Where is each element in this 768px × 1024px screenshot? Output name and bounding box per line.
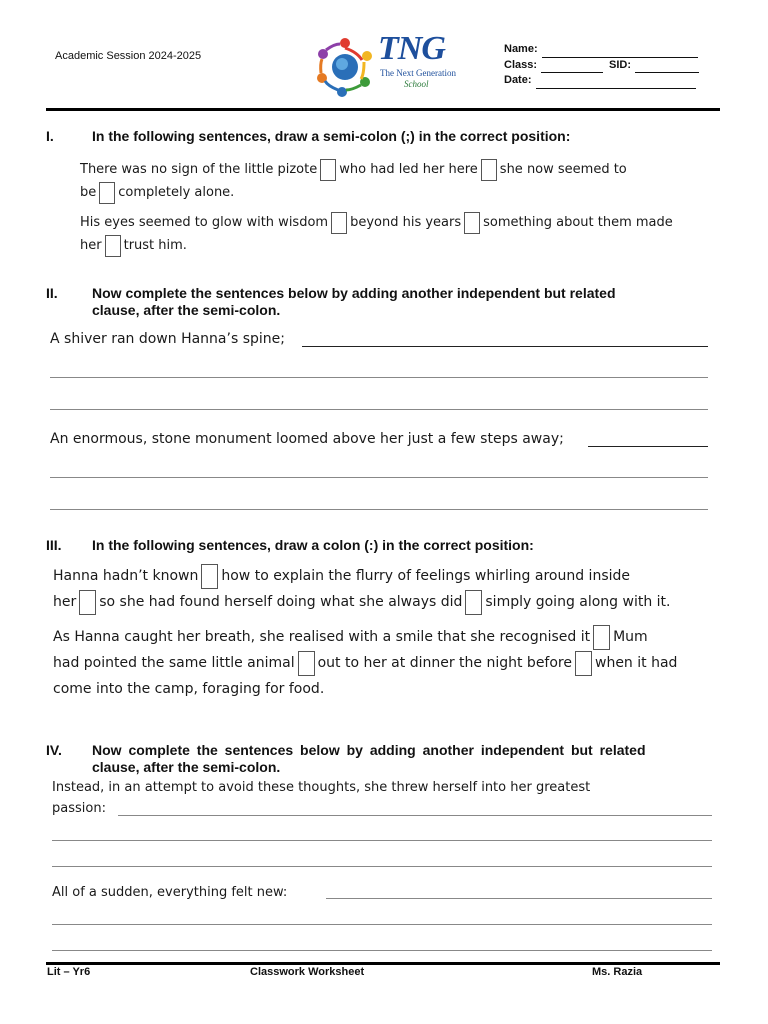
answer-box[interactable] xyxy=(320,159,336,181)
answer-line[interactable] xyxy=(50,377,708,378)
answer-box[interactable] xyxy=(298,651,315,676)
logo-brand: TNG xyxy=(378,30,445,67)
answer-box[interactable] xyxy=(464,212,480,234)
answer-box[interactable] xyxy=(593,625,610,650)
answer-line[interactable] xyxy=(52,866,712,867)
class-label: Class: xyxy=(504,58,538,71)
answer-line[interactable] xyxy=(52,950,712,951)
section-2-heading xyxy=(46,285,726,321)
school-logo xyxy=(312,30,456,100)
date-field[interactable] xyxy=(504,73,699,89)
section-3-heading xyxy=(46,537,726,555)
answer-box[interactable] xyxy=(465,590,482,615)
logo-school: School xyxy=(404,79,429,89)
date-label: Date: xyxy=(504,74,532,86)
answer-line[interactable] xyxy=(302,346,708,347)
s1-line-1: There was no sign of the little pizote who had led her here she now seemed to xyxy=(80,158,673,181)
section-4-instruction-cont: clause, after the semi-colon. xyxy=(92,759,281,775)
name-blank[interactable] xyxy=(542,46,698,58)
s3-line-4: had pointed the same little animal out to her at dinner the night before when it had xyxy=(53,650,677,676)
s3-line-3: As Hanna caught her breath, she realised with a smile that she recognised it Mum xyxy=(53,624,677,650)
logo-subtitle: The Next Generation xyxy=(380,68,456,78)
s3-line-5: come into the camp, foraging for food. xyxy=(53,681,325,697)
s1-line-3: His eyes seemed to glow with wisdom beyond his years something about them made xyxy=(80,211,673,234)
academic-session: Academic Session 2024-2025 xyxy=(55,50,202,62)
section-3-exercise xyxy=(53,563,677,702)
answer-box[interactable] xyxy=(331,212,347,234)
section-4-heading xyxy=(46,742,720,778)
section-1-number: I. xyxy=(46,128,54,144)
s3-line-2: her so she had found herself doing what she always did simply going along with it. xyxy=(53,589,677,615)
date-blank[interactable] xyxy=(536,77,696,89)
answer-box[interactable] xyxy=(99,182,115,204)
answer-box[interactable] xyxy=(575,651,592,676)
answer-line[interactable] xyxy=(52,840,712,841)
section-2-instruction-cont: clause, after the semi-colon. xyxy=(92,302,281,318)
student-info-fields xyxy=(504,42,699,89)
s2-prompt-2: An enormous, stone monument loomed above her just a few steps away; xyxy=(50,431,564,447)
header-divider xyxy=(46,108,720,111)
sid-blank[interactable] xyxy=(635,61,699,73)
class-sid-field[interactable] xyxy=(504,58,699,74)
answer-line[interactable] xyxy=(50,477,708,478)
answer-box[interactable] xyxy=(481,159,497,181)
answer-line[interactable] xyxy=(50,509,708,510)
section-1-instruction: In the following sentences, draw a semi-colon (;) in the correct position: xyxy=(92,128,571,144)
answer-box[interactable] xyxy=(105,235,121,257)
s4-prompt-2: All of a sudden, everything felt new: xyxy=(52,885,288,900)
section-1-heading xyxy=(46,128,726,146)
sid-label: SID: xyxy=(609,58,632,71)
footer-divider xyxy=(46,962,720,965)
answer-line[interactable] xyxy=(118,815,712,816)
answer-box[interactable] xyxy=(79,590,96,615)
footer-subject: Lit – Yr6 xyxy=(47,966,91,978)
s3-line-1: Hanna hadn’t known how to explain the flurry of feelings whirling around inside xyxy=(53,563,677,589)
answer-line[interactable] xyxy=(588,446,708,447)
section-2-instruction: Now complete the sentences below by adding another independent but related xyxy=(92,285,616,301)
section-4-instruction: Now complete the sentences below by adding another independent but related xyxy=(92,742,646,758)
answer-line[interactable] xyxy=(326,898,712,899)
class-blank[interactable] xyxy=(541,61,603,73)
section-3-instruction: In the following sentences, draw a colon (:) in the correct position: xyxy=(92,537,534,553)
s1-line-4: her trust him. xyxy=(80,234,673,257)
name-label: Name: xyxy=(504,43,538,55)
s1-line-2: be completely alone. xyxy=(80,181,673,204)
section-1-exercise xyxy=(80,158,673,257)
logo-globe-icon xyxy=(312,34,378,100)
section-2-number: II. xyxy=(46,285,58,301)
answer-line[interactable] xyxy=(52,924,712,925)
s4-prompt-1-cont: passion: xyxy=(52,801,106,816)
answer-box[interactable] xyxy=(201,564,218,589)
section-4-number: IV. xyxy=(46,742,62,758)
footer-teacher: Ms. Razia xyxy=(592,966,643,978)
footer-title: Classwork Worksheet xyxy=(250,966,365,978)
name-field[interactable] xyxy=(504,42,699,58)
answer-line[interactable] xyxy=(50,409,708,410)
s2-prompt-1: A shiver ran down Hanna’s spine; xyxy=(50,331,285,347)
s4-prompt-1: Instead, in an attempt to avoid these thoughts, she threw herself into her greatest xyxy=(52,780,591,795)
section-3-number: III. xyxy=(46,537,62,553)
